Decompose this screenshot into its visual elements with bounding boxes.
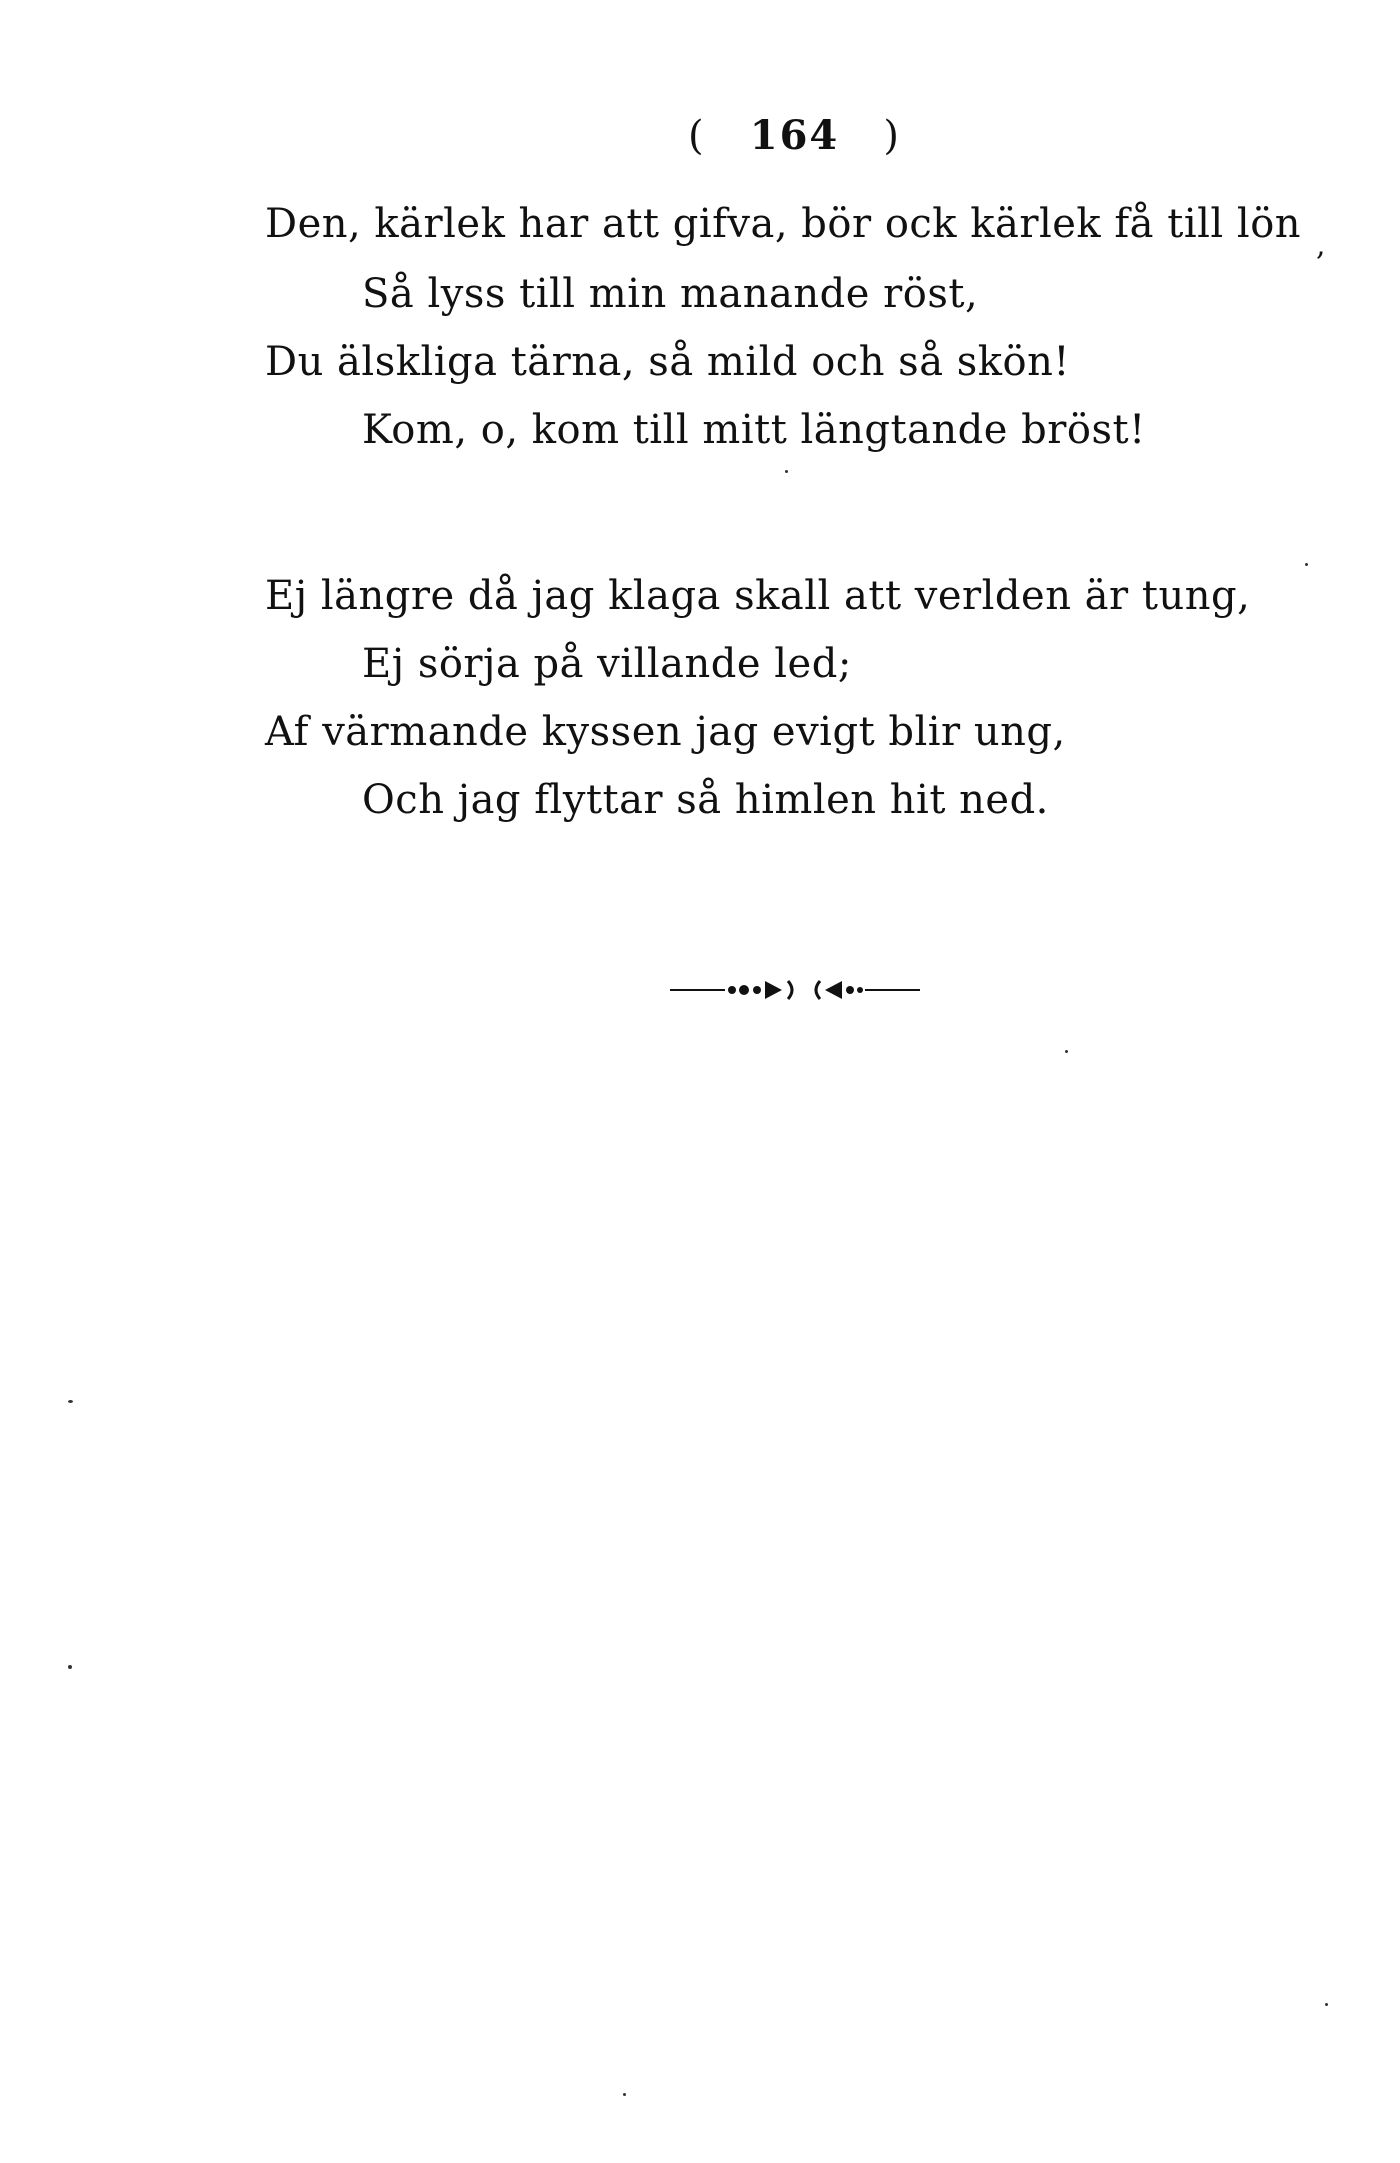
stanza-1-line-4: Kom, o, kom till mitt längtande bröst! [362, 407, 1146, 453]
stanza-1-line-2: Så lyss till min manande röst, [362, 271, 979, 317]
scan-speck [68, 1400, 73, 1403]
stanza-1-line-3: Du älskliga tärna, så mild och så skön! [265, 339, 1070, 385]
scan-speck [1325, 2003, 1328, 2006]
scan-speck [1065, 1050, 1068, 1053]
stanza-2-line-3: Af värmande kyssen jag evigt blir ung, [265, 709, 1066, 755]
page-number-close: ) [883, 113, 902, 159]
stanza-1-line-1: Den, kärlek har att gifva, bör ock kärlek få till lön [265, 201, 1302, 247]
scan-speck [1305, 563, 1308, 566]
stray-comma: , [1316, 228, 1326, 263]
stanza-2-line-4: Och jag flyttar så himlen hit ned. [362, 777, 1049, 823]
scan-speck [68, 1665, 72, 1669]
stanza-2-line-1: Ej längre då jag klaga skall att verlden är tung, [265, 573, 1251, 619]
page-number [688, 112, 901, 159]
page-number-open: ( [688, 113, 706, 159]
page-number-value: 164 [749, 112, 840, 159]
scan-speck [623, 2093, 626, 2096]
stanza-2-line-2: Ej sörja på villande led; [362, 641, 852, 687]
scan-speck [785, 470, 788, 473]
ornament-divider [670, 975, 920, 1005]
